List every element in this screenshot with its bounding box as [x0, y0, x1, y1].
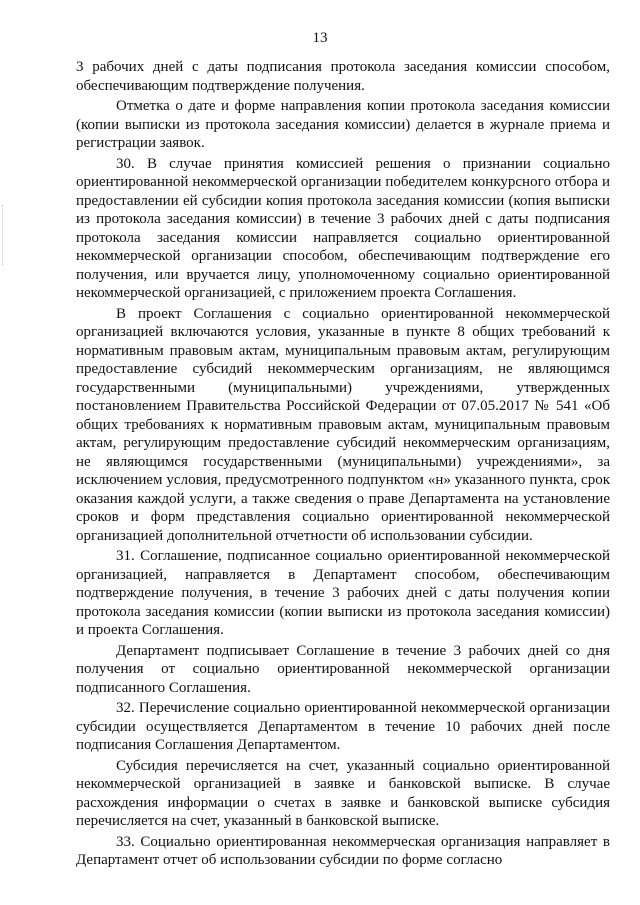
paragraph-item-30: 30. В случае принятия комиссией решения о признании социально ориентированной некоммерческой организации победителем конкурсного отбора и предоставлении ей субсидии копия протокола заседания комиссии (копия выписки из протокола заседания комиссии) в течение 3 рабочих дней с даты подписания протокола заседания комиссии направляется социально ориентированной некоммерческой организации способом, обеспечивающим подтверждение его получения, или вручается лицу, уполномоченному социально ориентированной некоммерческой организацией, с приложением проекта Соглашения.: [76, 155, 610, 301]
paragraph-agreement-terms: В проект Соглашения с социально ориентированной некоммерческой организацией включаются условия, указанные в пункте 8 общих требований к нормативным правовым актам, муниципальным правовым актам, регулирующим предоставление субсидий некоммерческим организациям, не являющимся государственными (муниципальными) учреждениями, утвержденных постановлением Правительства Российской Федерации от 07.05.2017 № 541 «Об общих требованиях к нормативным правовым актам, муниципальным правовым актам, регулирующим предоставление субсидий некоммерческим организациям, не являющимся государственными (муниципальными) учреждениями», за исключением условия, предусмотренного подпунктом «н» указанного пункта, срок оказания каждой услуги, а также сведения о праве Департамента на установление сроков и форм представления социально ориентированной некоммерческой организацией дополнительной отчетности об использовании субсидии.: [76, 305, 610, 544]
margin-scan-mark: [2, 205, 7, 265]
paragraph-department-signs: Департамент подписывает Соглашение в течение 3 рабочих дней со дня получения от социально ориентированной некоммерческой организации подписанного Соглашения.: [76, 642, 610, 696]
paragraph-protocol-note: Отметка о дате и форме направления копии протокола заседания комиссии (копии выписки из протокола заседания комиссии) делается в журнале приема и регистрации заявок.: [76, 98, 610, 151]
paragraph-item-32: 32. Перечисление социально ориентированной некоммерческой организации субсидии осуществляется Департаментом в течение 10 рабочих дней после подписания Соглашения Департаментом.: [76, 700, 610, 753]
page-number: 13: [312, 30, 328, 46]
paragraph-item-33: 33. Социально ориентированная некоммерческая организация направляет в Департамент отчет об использовании субсидии по форме согласно: [76, 833, 610, 868]
paragraph-item-31: 31. Соглашение, подписанное социально ориентированной некоммерческой организацией, направляется в Департамент способом, обеспечивающим подтверждение получения, в течение 3 рабочих дней с даты получения копии протокола заседания комиссии (копии выписки из протокола заседания комиссии) и проекта Соглашения.: [76, 548, 610, 638]
paragraph-subsidy-account: Субсидия перечисляется на счет, указанный социально ориентированной некоммерческой организацией в заявке и банковской выписке. В случае расхождения информации о счетах в заявке и банковской выписке субсидия перечисляется на счет, указанный в банковской выписке.: [76, 757, 610, 829]
document-body: [76, 58, 610, 872]
paragraph-continuation: 3 рабочих дней с даты подписания протокола заседания комиссии способом, обеспечивающим подтверждение получения.: [76, 59, 610, 94]
